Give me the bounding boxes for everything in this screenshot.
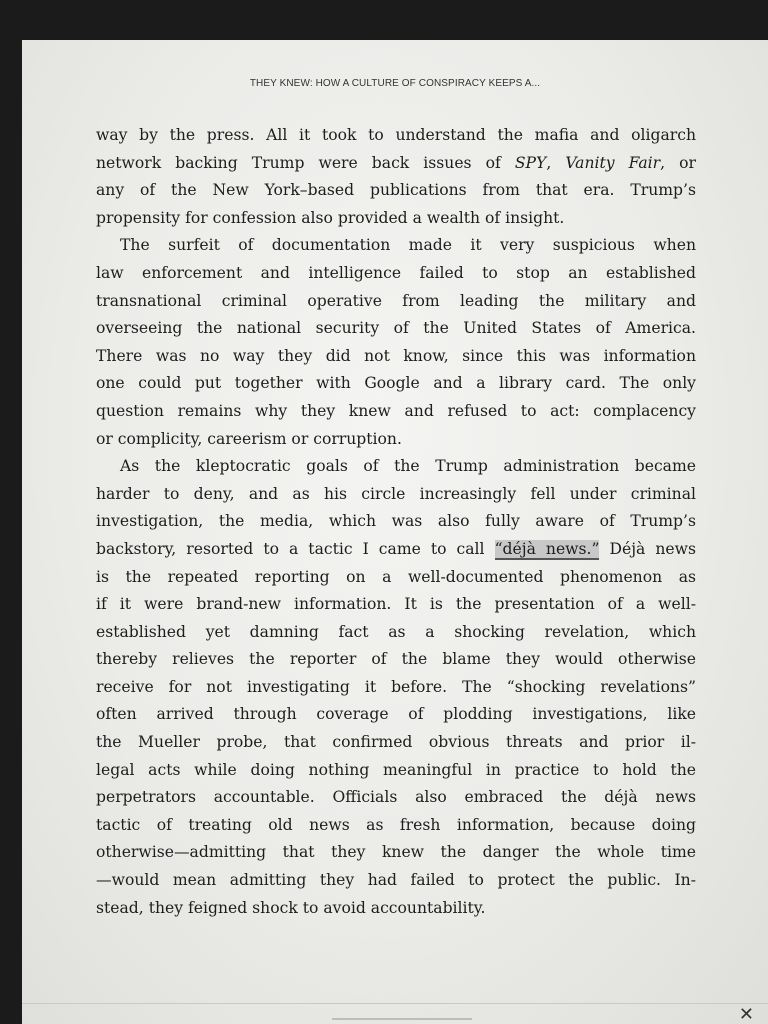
text-line [96,343,696,371]
text-line-content: investigation, the media, which was also fully aware of Trump’s [96,512,696,531]
text-line [96,591,696,619]
text-line-continuation: Déjà news [599,539,696,558]
text-line [96,122,696,150]
text-line-content: legal acts while doing nothing meaningful in practice to hold the [96,760,696,779]
text-line [96,315,696,343]
text-line [96,895,696,923]
text-line [96,564,696,592]
text-line [96,701,696,729]
text-line-content: way by the press. All it took to understand the mafia and oligarch [96,126,696,144]
text-line-content: As the kleptocratic goals of the Trump administration became [120,457,696,476]
text-line-content: network backing Trump were back issues of SPY, Vanity Fair, or [96,153,696,172]
text-line-content: or complicity, careerism or corruption. [96,429,402,448]
bottom-toolbar [22,1003,768,1024]
text-line-content: perpetrators accountable. Officials also embraced the déjà news [96,788,696,807]
text-line-content: law enforcement and intelligence failed to stop an established [96,263,696,282]
text-line [96,646,696,674]
text-line [96,453,696,481]
text-line [96,481,696,509]
text-line-content: overseeing the national security of the United States of America. [96,319,696,338]
text-line [96,150,696,178]
text-line [96,729,696,757]
text-line-content: is the repeated reporting on a well-documented phenomenon as [96,567,696,586]
text-line-content: the Mueller probe, that confirmed obvious threats and prior il- [96,733,696,752]
text-line-content: backstory, resorted to a tactic I came to call [96,539,485,558]
text-line-content: one could put together with Google and a library card. The only [96,374,696,393]
text-line [96,619,696,647]
text-line [96,757,696,785]
text-line [96,177,696,205]
text-line [96,398,696,426]
text-line-content: There was no way they did not know, since this was information [96,346,696,365]
text-line-content: tactic of treating old news as fresh information, because doing [96,815,696,834]
text-line-content: otherwise—admitting that they knew the danger the whole time [96,843,696,862]
running-title: THEY KNEW: HOW A CULTURE OF CONSPIRACY KEEPS A... [249,78,541,89]
text-line [96,508,696,536]
text-line-content: any of the New York–based publications from that era. Trump’s [96,181,696,200]
highlighted-text[interactable]: “déjà news.” [494,539,600,558]
text-line-content: stead, they feigned shock to avoid accountability. [96,898,486,917]
text-line [96,426,696,454]
text-line [96,867,696,895]
text-line-content: thereby relieves the reporter of the blame they would otherwise [96,650,696,669]
text-line-content: established yet damning fact as a shocking revelation, which [96,622,696,641]
text-line [96,370,696,398]
text-line-content: transnational criminal operative from leading the military and [96,291,696,310]
text-line [96,674,696,702]
text-line-content: propensity for confession also provided a wealth of insight. [96,208,565,227]
text-line [96,260,696,288]
text-line-content: if it were brand-new information. It is the presentation of a well- [96,595,696,614]
page-text[interactable] [96,122,696,922]
text-line-content: question remains why they knew and refused to act: complacency [96,401,696,420]
text-line [96,232,696,260]
text-line [96,812,696,840]
toolbar-handle[interactable] [332,1018,472,1020]
reader-screen [22,40,768,1024]
text-line-content: —would mean admitting they had failed to protect the public. In- [96,871,696,890]
text-line [96,205,696,233]
text-line-content: often arrived through coverage of plodding investigations, like [96,705,696,724]
close-icon[interactable]: ✕ [738,1004,754,1024]
text-line [96,288,696,316]
text-line-content: receive for not investigating it before. The “shocking revelations” [96,677,696,696]
text-line-content: harder to deny, and as his circle increasingly fell under criminal [96,484,696,503]
text-line [96,784,696,812]
text-line [96,839,696,867]
text-line-content: The surfeit of documentation made it very suspicious when [120,236,696,255]
text-line [96,536,696,564]
